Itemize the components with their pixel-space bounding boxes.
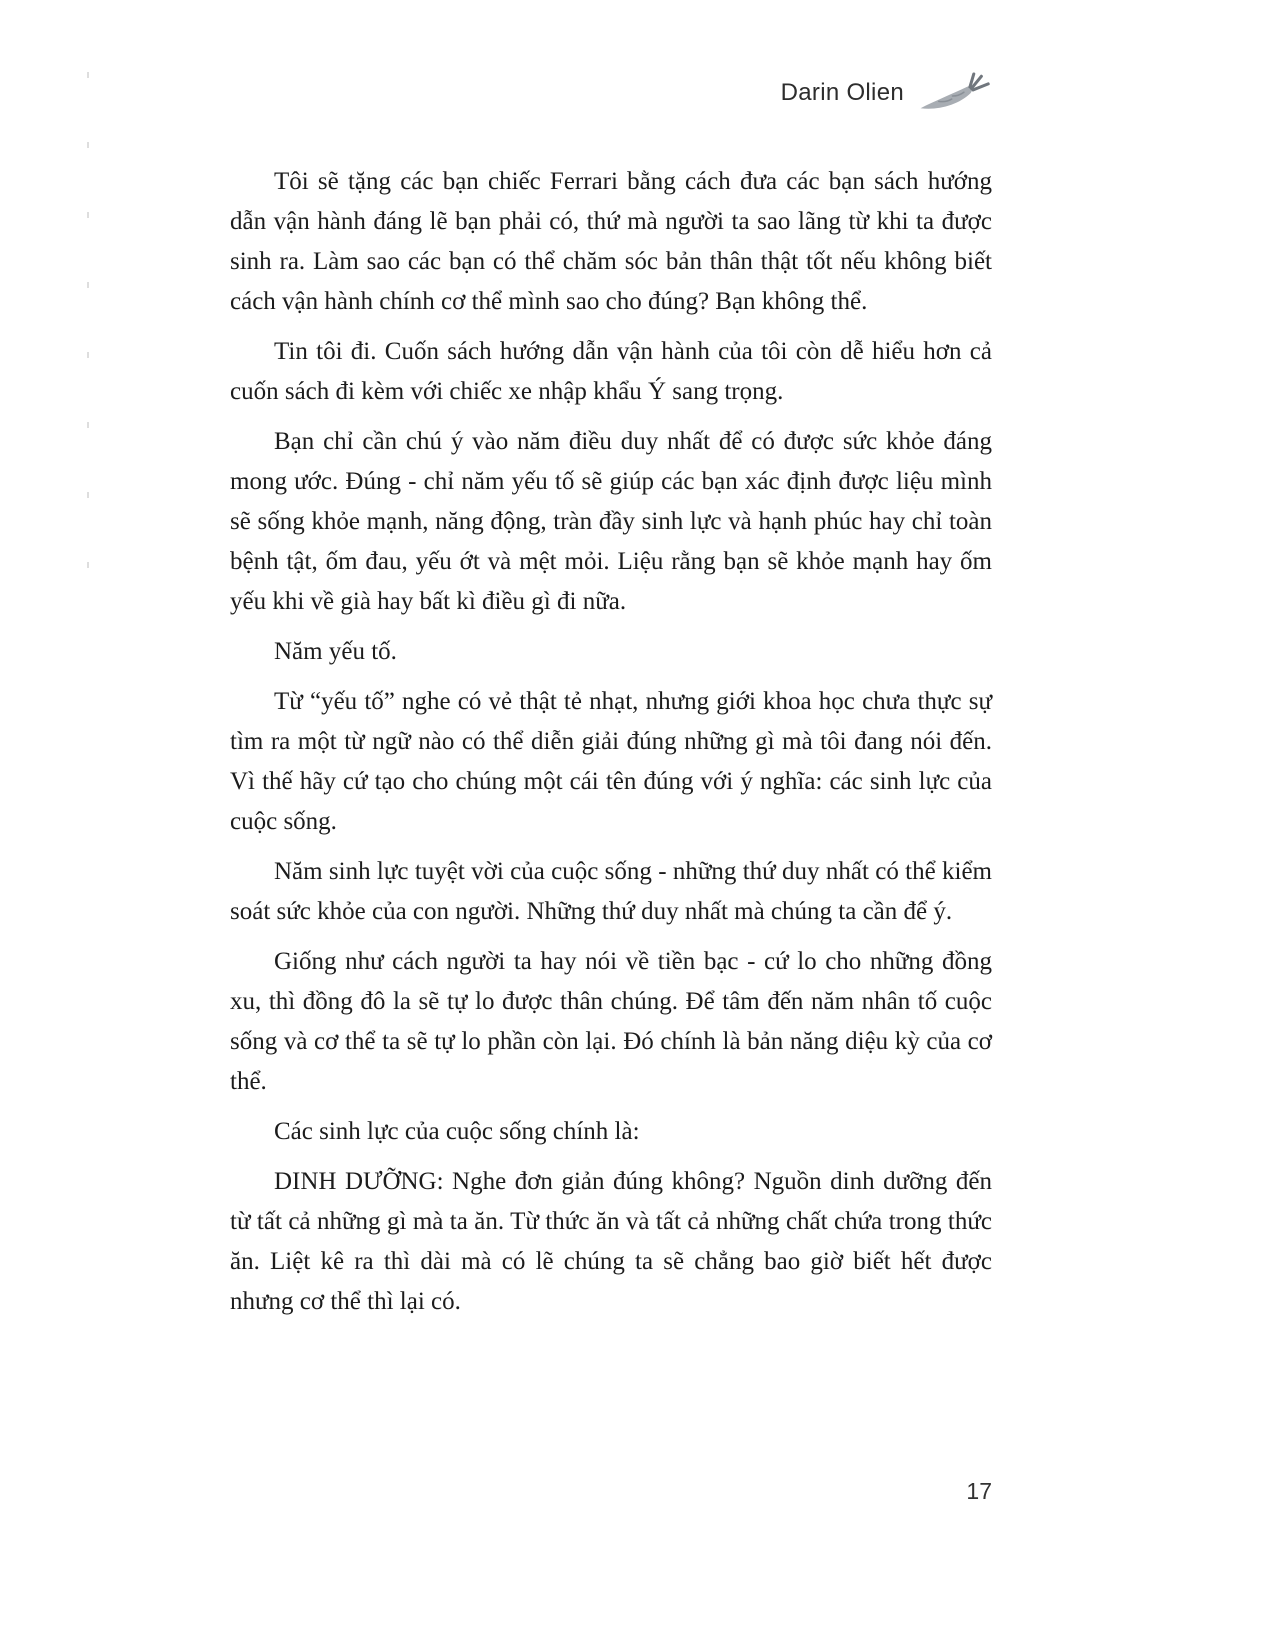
- paragraph: Các sinh lực của cuộc sống chính là:: [274, 1118, 640, 1145]
- paragraph: Bạn chỉ cần chú ý vào năm điều duy nhất để có được sức khỏe đáng mong ước. Đúng - chỉ năm yếu tố sẽ giúp các bạn xác định được liệu mình sẽ sống khỏe mạnh, năng động, tràn đầy sinh lực và hạnh phúc hay chỉ toàn bệnh tật, ốm đau, yếu ớt và mệt mỏi. Liệu rằng bạn sẽ khỏe mạnh hay ốm yếu khi về già hay bất kì điều gì đi nữa.: [230, 428, 992, 615]
- scan-edge-marks: [87, 72, 89, 572]
- page-header: [230, 70, 992, 116]
- paragraph: Năm sinh lực tuyệt vời của cuộc sống - những thứ duy nhất có thể kiểm soát sức khỏe của con người. Những thứ duy nhất mà chúng ta cần để ý.: [230, 858, 992, 925]
- page-number: 17: [966, 1478, 992, 1504]
- paragraph: Năm yếu tố.: [274, 638, 397, 665]
- carrot-icon: [916, 70, 992, 116]
- paragraph: Từ “yếu tố” nghe có vẻ thật tẻ nhạt, nhưng giới khoa học chưa thực sự tìm ra một từ ngữ nào có thể diễn giải đúng những gì mà tôi đang nói đến. Vì thế hãy cứ tạo cho chúng một cái tên đúng với ý nghĩa: các sinh lực của cuộc sống.: [230, 688, 992, 835]
- paragraph: DINH DƯỠNG: Nghe đơn giản đúng không? Nguồn dinh dưỡng đến từ tất cả những gì mà ta ăn. Từ thức ăn và tất cả những chất chứa trong thức ăn. Liệt kê ra thì dài mà có lẽ chúng ta sẽ chẳng bao giờ biết hết được nhưng cơ thể thì lại có.: [230, 1168, 992, 1315]
- paragraph: Tôi sẽ tặng các bạn chiếc Ferrari bằng cách đưa các bạn sách hướng dẫn vận hành đáng lẽ bạn phải có, thứ mà người ta sao lãng từ khi ta được sinh ra. Làm sao các bạn có thể chăm sóc bản thân thật tốt nếu không biết cách vận hành chính cơ thể mình sao cho đúng? Bạn không thể.: [230, 168, 992, 315]
- paragraph: Giống như cách người ta hay nói về tiền bạc - cứ lo cho những đồng xu, thì đồng đô la sẽ tự lo được thân chúng. Để tâm đến năm nhân tố cuộc sống và cơ thể ta sẽ tự lo phần còn lại. Đó chính là bản năng diệu kỳ của cơ thể.: [230, 948, 992, 1095]
- page-content: [230, 70, 992, 1332]
- paragraph: Tin tôi đi. Cuốn sách hướng dẫn vận hành của tôi còn dễ hiểu hơn cả cuốn sách đi kèm với chiếc xe nhập khẩu Ý sang trọng.: [230, 338, 992, 405]
- body-text: [230, 162, 992, 1322]
- author-name: Darin Olien: [780, 79, 904, 106]
